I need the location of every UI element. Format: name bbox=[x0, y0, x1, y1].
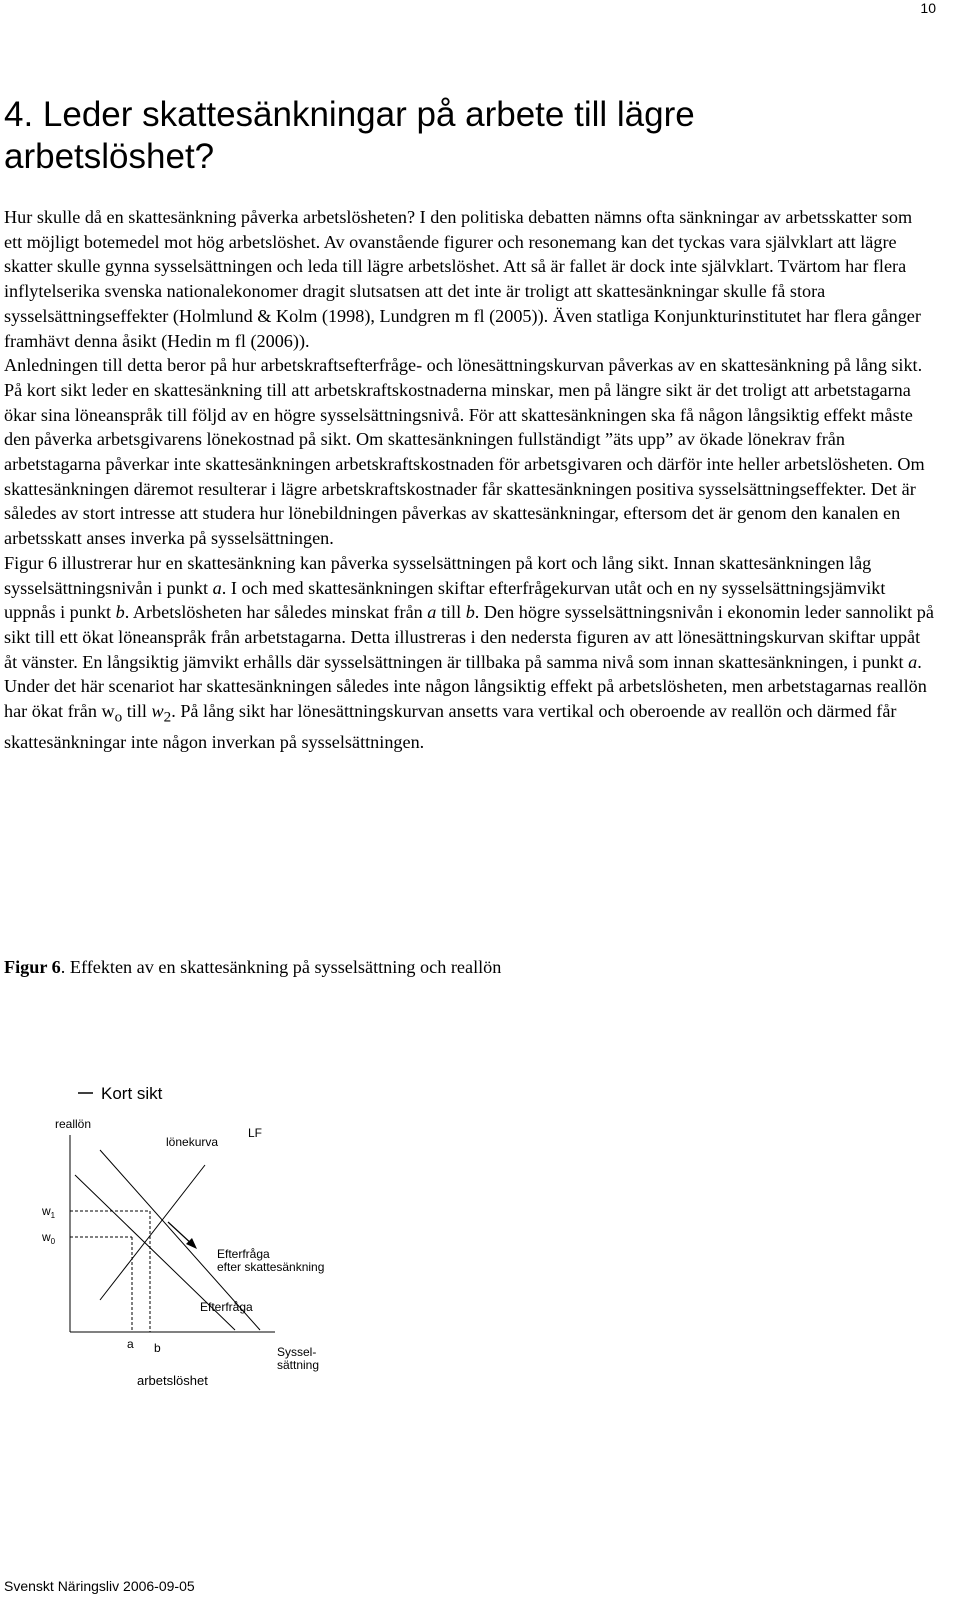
y-axis-label: reallön bbox=[55, 1117, 92, 1131]
paragraph-2: Anledningen till detta beror på hur arbetskraftsefterfråge- och lönesättningskurvan påverkas av en skattesänkning på lång sikt. På kort sikt leder en skattesänkning till att arbetskraftskostnaderna minskar, men på längre sikt är det troligt att arbetstagarna ökar sina löneanspråk till följd av en högre sysselsättningsnivå. För att skattesänkningen ska få någon långsiktig effekt måste den påverka arbetsgivarens lönekostnad på sikt. Om skattesänkningen fullständigt ”äts upp” av ökade lönekrav från arbetstagarna påverkar inte skattesänkningen arbetskraftskostnaden för arbetsgivaren och därför inte heller arbetslösheten. Om skattesänkningen däremot resulterar i lägre arbetskraftskostnader får skattesänkningen positiva sysselsättningseffekter. Det är således av stort intresse att studera hur lönebildningen påverkas av skattesänkningar, eftersom det är genom den kanalen en arbetsskatt anses inverka på sysselsättningen. bbox=[4, 355, 925, 549]
efterfraga-new-label-2: efter skattesänkning bbox=[217, 1260, 325, 1274]
syssel-label-2: sättning bbox=[277, 1358, 320, 1372]
lonekurva-line bbox=[100, 1165, 205, 1300]
point-a-label: a bbox=[127, 1337, 134, 1351]
paragraph-1: Hur skulle då en skattesänkning påverka arbetslösheten? I den politiska debatten nämns ofta sänkningar av arbetsskatter som ett möjligt botemedel mot hög arbetslöshet. Av ovanstående figurer och resonemang kan det tyckas vara självklart att lägre skatter skulle gynna sysselsättningen och leda till lägre arbetslöshet. Att så är fallet är dock inte självklart. Tvärtom har flera inflytelserika svenska nationalekonomer dragit slutsatsen att det inte är troligt att skattesänkningar skulle få stora sysselsättningseffekter (Holmlund & Kolm (1998), Lundgren m fl (2005)). Även statliga Konjunkturinstitutet har flera gånger framhävt denna åsikt (Hedin m fl (2006)). bbox=[4, 207, 921, 351]
body-text bbox=[4, 205, 934, 755]
syssel-label-1: Syssel- bbox=[277, 1345, 317, 1359]
lonekurva-label: lönekurva bbox=[166, 1135, 219, 1149]
page-number: 10 bbox=[920, 0, 936, 16]
figure-caption-text: . Effekten av en skattesänkning på sysselsättning och reallön bbox=[60, 957, 502, 977]
section-heading: 4. Leder skattesänkningar på arbete till lägre arbetslöshet? bbox=[4, 95, 695, 176]
figure-6-diagram bbox=[0, 1070, 400, 1400]
point-b-label: b bbox=[154, 1341, 161, 1355]
legend-label: Kort sikt bbox=[101, 1084, 163, 1103]
arbetsloshet-label: arbetslöshet bbox=[137, 1373, 208, 1388]
lf-label: LF bbox=[248, 1126, 263, 1140]
paragraph-3: Figur 6 illustrerar hur en skattesänkning kan påverka sysselsättningen på kort och lång sikt. Innan skattesänkningen låg sysselsättningsnivån i punkt a. I och med skattesänkningen skiftar efterfrågekurvan utåt och en ny sysselsättningsjämvikt uppnås i punkt b. Arbetslösheten har således minskat från a till b. Den högre sysselsättningsnivån i ekonomin leder sannolikt på sikt till ett ökat löneanspråk från arbetstagarna. Detta illustreras i den nedersta figuren av att lönesättningskurvan skiftar uppåt åt vänster. En långsiktig jämvikt erhålls där sysselsättningen är tillbaka på samma nivå som innan skattesänkningen, i punkt a. Under det här scenariot har skattesänkningen således inte någon långsiktig effekt på arbetslösheten, men arbetstagarnas reallön har ökat från $w_o$ till $w_2$. På lång sikt har lönesättningskurvan ansetts vara vertikal och oberoende av reallön och därmed får skattesänkningar inte någon inverkan på sysselsättningen. bbox=[4, 552, 934, 753]
w0-label: $w_0$ bbox=[42, 1230, 56, 1246]
efterfraga-new-label-1: Efterfråga bbox=[217, 1247, 270, 1261]
figure-caption-label: Figur 6 bbox=[4, 957, 61, 977]
efterfraga-label: Efterfråga bbox=[200, 1300, 253, 1314]
figure-caption bbox=[4, 955, 501, 979]
footer: Svenskt Näringsliv 2006-09-05 bbox=[4, 1578, 195, 1594]
w1-label: $w_1$ bbox=[42, 1204, 56, 1220]
